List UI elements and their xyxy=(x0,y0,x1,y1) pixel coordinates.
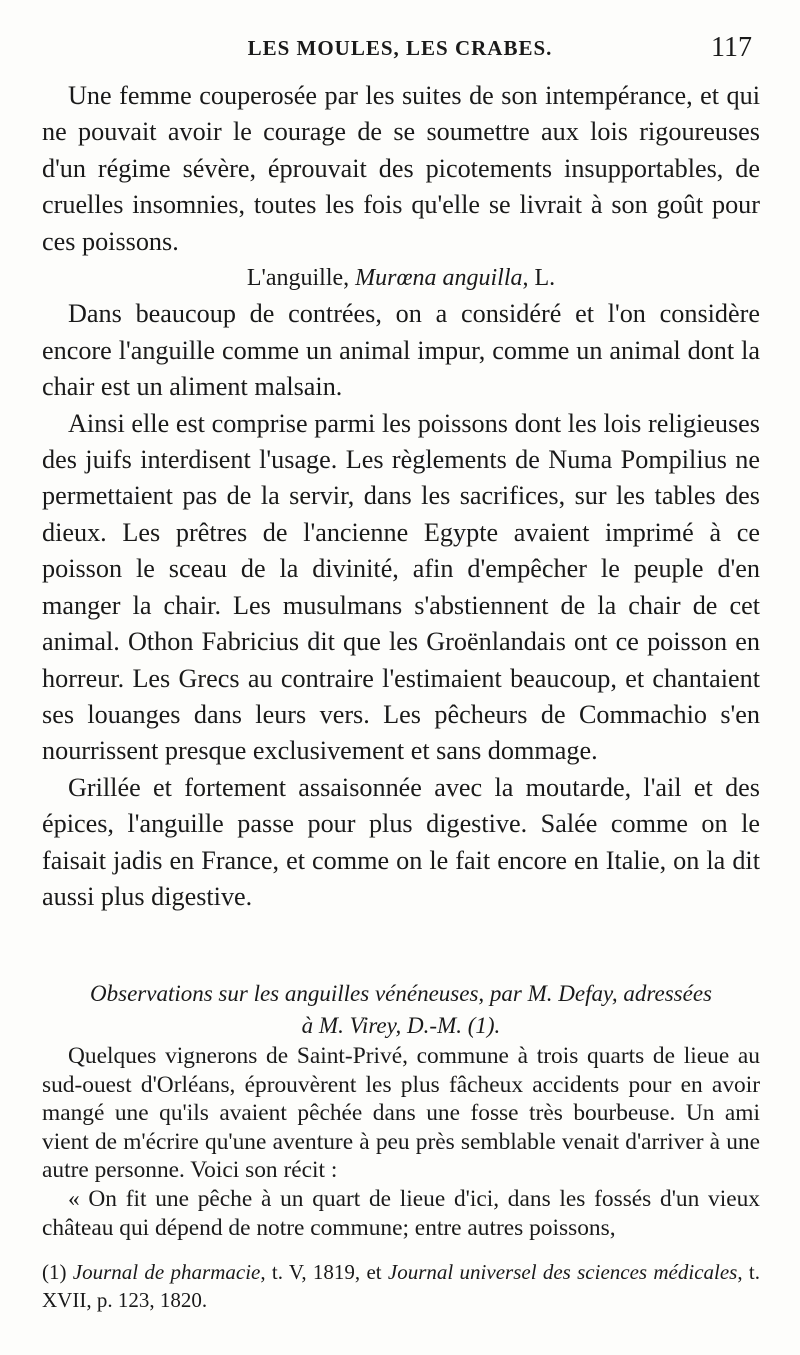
running-title: LES MOULES, LES CRABES. xyxy=(247,36,553,60)
observations-title-line-2: à M. Virey, D.-M. (1). xyxy=(301,1013,501,1038)
footnote-mid: , t. V, 1819, et xyxy=(260,1260,388,1284)
observations-paragraph-2: « On fit une pêche à un quart de lieue d'ici, dans les fossés d'un vieux château qui dépend de notre commune; entre autres poissons, xyxy=(42,1185,760,1241)
footnote-marker: (1) xyxy=(42,1260,73,1284)
paragraph-4: Grillée et fortement assaisonnée avec la moutarde, l'ail et des épices, l'anguille passe pour plus digestive. Salée comme on le faisait jadis en France, et comme on le fait encore en Italie, on la dit aussi plus digestive. xyxy=(42,772,760,911)
observations-paragraph-1: Quelques vignerons de Saint-Privé, commune à trois quarts de lieue au sud-ouest d'Orléans, éprouvèrent les plus fâcheux accidents pour en avoir mangé une qu'ils avaient pêchée dans une fosse très bourbeuse. Un ami vient de m'écrire qu'une aventure à peu près semblable venait d'arriver à une autre personne. Voici son récit : xyxy=(42,1043,760,1184)
main-text xyxy=(42,78,760,915)
paragraph-3: Ainsi elle est comprise parmi les poissons dont les lois religieuses des juifs interdisent l'usage. Les règlements de Numa Pompilius ne permettaient pas de la servir, dans les sacrifices, sur les tables des dieux. Les prêtres de l'ancienne Egypte avaient imprimé à ce poisson le sceau de la divinité, afin d'empêcher le peuple d'en manger la chair. Les musulmans s'abstiennent de la chair de cet animal. Othon Fabricius dit que les Groënlandais ont ce poisson en horreur. Les Grecs au contraire l'estimaient beaucoup, et chantaient ses louanges dans leurs vers. Les pêcheurs de Commachio s'en nourrissent presque exclusivement et sans dommage. xyxy=(42,408,760,766)
section-title-plain: L'anguille, xyxy=(246,265,356,292)
section-title-suffix: , L. xyxy=(522,265,556,292)
footnote-journal-1: Journal de pharmacie xyxy=(72,1260,261,1284)
paragraph-1: Une femme couperosée par les suites de son intempérance, et qui ne pouvait avoir le courage de se soumettre aux lois rigoureuses d'un régime sévère, éprouvait des picotements insupportables, de cruelles insomnies, toutes les fois qu'elle se livrait à son goût pour ces poissons. xyxy=(42,81,760,256)
footnote-journal-2: Journal universel des sciences médicales xyxy=(387,1260,738,1284)
footnote xyxy=(42,1258,760,1314)
footnote-end: , t. XVII, p. 123, 1820. xyxy=(42,1260,760,1312)
page-header xyxy=(40,28,760,68)
section-title-latin: Murœna anguilla xyxy=(355,265,523,292)
observations-text xyxy=(42,1042,760,1242)
paragraph-2: Dans beaucoup de contrées, on a considéré et l'on considère encore l'anguille comme un animal impur, comme un animal dont la chair est un aliment malsain. xyxy=(42,299,760,402)
observations-title-line-1: Observations sur les anguilles vénéneuses, par M. Defay, adressées xyxy=(90,981,712,1006)
observations-title xyxy=(42,978,760,1042)
page-number: 117 xyxy=(711,32,752,63)
section-title xyxy=(42,260,760,296)
